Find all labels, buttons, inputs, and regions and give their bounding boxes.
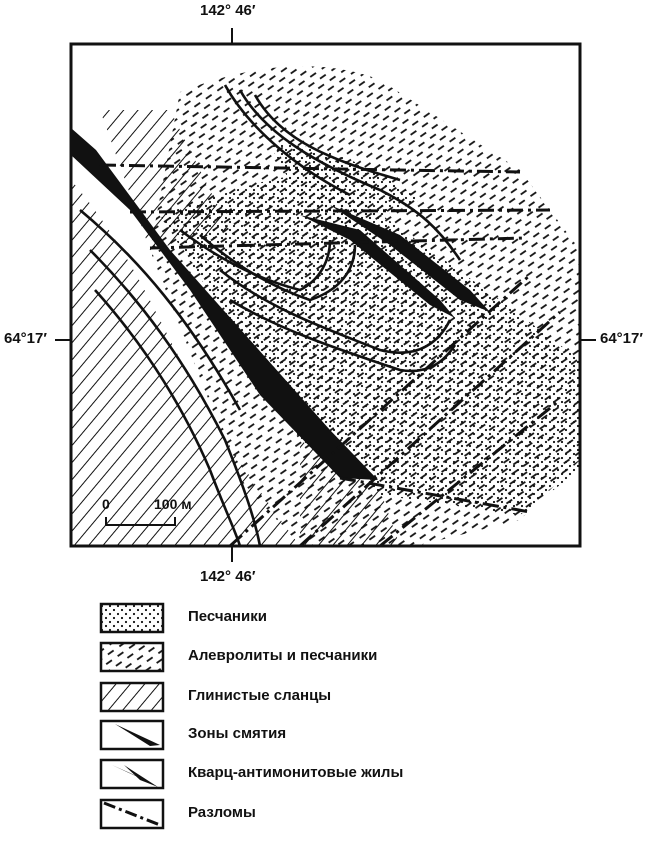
coord-left: 64°17′ <box>4 330 47 347</box>
legend-label-shale: Глинистые сланцы <box>188 687 332 704</box>
legend-label-fault: Разломы <box>188 804 256 821</box>
legend-item-fault <box>100 799 500 829</box>
scale-end: 100 м <box>154 496 192 512</box>
coord-right: 64°17′ <box>600 330 643 347</box>
legend-item-shale <box>100 682 500 712</box>
legend-item-crush <box>100 720 500 750</box>
legend-swatches <box>101 604 163 828</box>
legend-item-siltstone <box>100 642 500 672</box>
legend-label-sandstone: Песчаники <box>188 608 267 625</box>
scale-start: 0 <box>102 496 110 512</box>
legend-label-vein: Кварц-антимонитовые жилы <box>188 764 404 781</box>
map-content <box>71 66 580 546</box>
legend-label-siltstone: Алевролиты и песчаники <box>188 647 378 664</box>
legend-item-vein <box>100 759 500 789</box>
legend-label-crush: Зоны смятия <box>188 725 287 742</box>
legend-item-sandstone <box>100 603 500 633</box>
coord-top: 142° 46′ <box>200 2 256 19</box>
coord-bottom: 142° 46′ <box>200 568 256 585</box>
